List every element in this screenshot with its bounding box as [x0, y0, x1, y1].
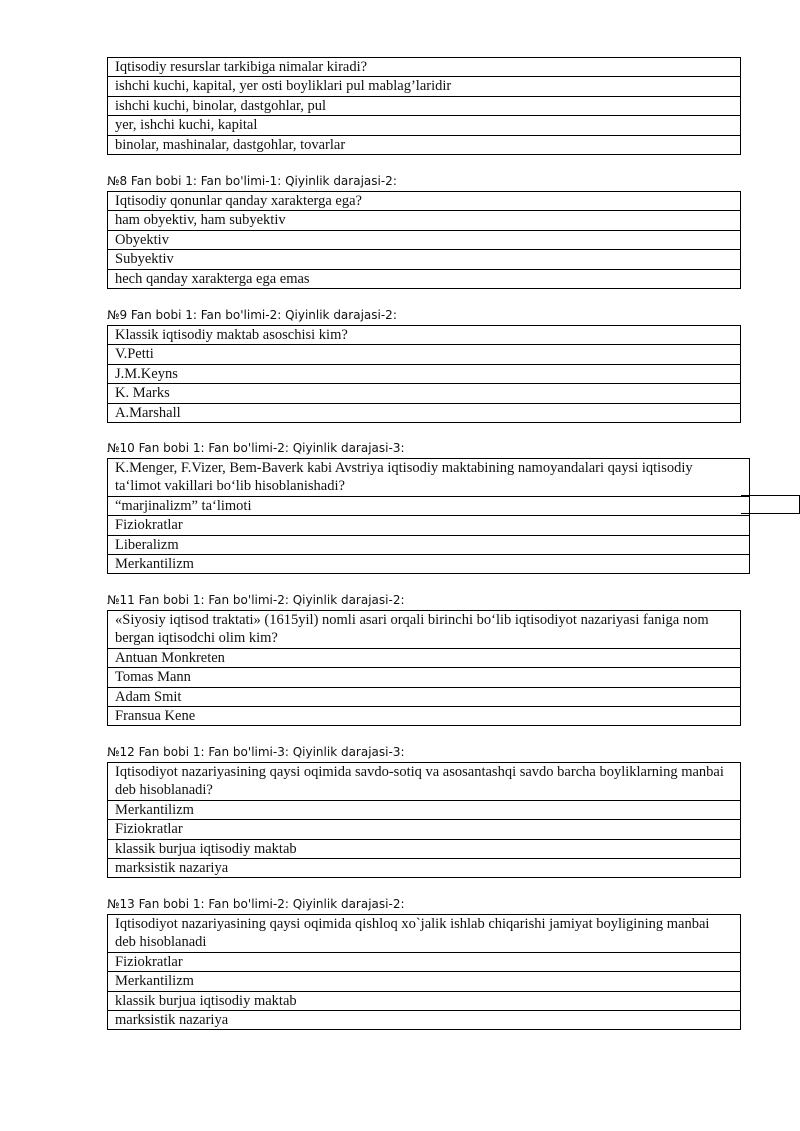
question-table: [107, 325, 741, 423]
question-cell: Iqtisodiyot nazariyasining qaysi oqimida qishloq xo`jalik ishlab chiqarishi jamiyat boyligining manbai deb hisoblanadi: [108, 915, 741, 953]
answer-cell: “marjinalizm” ta‘limoti: [108, 496, 750, 515]
question-heading: №12 Fan bobi 1: Fan bo'limi-3: Qiyinlik darajasi-3:: [107, 745, 405, 759]
answer-cell: Adam Smit: [108, 687, 741, 706]
table-overflow-border: [741, 495, 800, 514]
question-block-resources: [107, 57, 741, 155]
question-table: [107, 458, 750, 574]
answer-cell: J.M.Keyns: [108, 364, 741, 383]
answer-cell: Merkantilizm: [108, 972, 741, 991]
question-table: [107, 914, 741, 1030]
question-block-10: [107, 439, 741, 574]
question-heading: №10 Fan bobi 1: Fan bo'limi-2: Qiyinlik darajasi-3:: [107, 441, 405, 455]
question-cell: K.Menger, F.Vizer, Bem-Baverk kabi Avstriya iqtisodiy maktabining namoyandalari qaysi iqtisodiy ta‘limot vakillari bo‘lib hisoblanishadi?: [108, 459, 750, 497]
answer-cell: hech qanday xarakterga ega emas: [108, 269, 741, 288]
question-heading: №9 Fan bobi 1: Fan bo'limi-2: Qiyinlik darajasi-2:: [107, 308, 397, 322]
question-cell: Iqtisodiy resurslar tarkibiga nimalar kiradi?: [108, 58, 741, 77]
answer-cell: ishchi kuchi, binolar, dastgohlar, pul: [108, 96, 741, 115]
answer-cell: marksistik nazariya: [108, 1011, 741, 1030]
answer-cell: Antuan Monkreten: [108, 648, 741, 667]
question-table: [107, 610, 741, 726]
question-block-9: [107, 306, 741, 423]
answer-cell: A.Marshall: [108, 403, 741, 422]
answer-cell: yer, ishchi kuchi, kapital: [108, 116, 741, 135]
question-heading: №11 Fan bobi 1: Fan bo'limi-2: Qiyinlik darajasi-2:: [107, 593, 405, 607]
answer-cell: Merkantilizm: [108, 555, 750, 574]
question-cell: «Siyosiy iqtisod traktati» (1615yil) nomli asari orqali birinchi bo‘lib iqtisodiyot nazariyasi faniga nom bergan iqtisodchi olim kim?: [108, 611, 741, 649]
answer-cell: Obyektiv: [108, 230, 741, 249]
answer-cell: binolar, mashinalar, dastgohlar, tovarlar: [108, 135, 741, 154]
answer-cell: marksistik nazariya: [108, 859, 741, 878]
answer-cell: Merkantilizm: [108, 800, 741, 819]
answer-cell: ishchi kuchi, kapital, yer osti boyliklari pul mablag’laridir: [108, 77, 741, 96]
answer-cell: V.Petti: [108, 345, 741, 364]
question-block-8: [107, 172, 741, 289]
question-cell: Iqtisodiyot nazariyasining qaysi oqimida savdo-sotiq va asosantashqi savdo barcha boyliklarning manbai deb hisoblanadi?: [108, 763, 741, 801]
question-table: [107, 191, 741, 289]
question-block-12: [107, 743, 741, 878]
answer-cell: Fiziokratlar: [108, 820, 741, 839]
answer-cell: klassik burjua iqtisodiy maktab: [108, 991, 741, 1010]
question-block-13: [107, 895, 741, 1030]
answer-cell: Fransua Kene: [108, 707, 741, 726]
question-heading: №13 Fan bobi 1: Fan bo'limi-2: Qiyinlik darajasi-2:: [107, 897, 405, 911]
answer-cell: Fiziokratlar: [108, 516, 750, 535]
question-cell: Iqtisodiy qonunlar qanday xarakterga ega?: [108, 192, 741, 211]
question-table: [107, 57, 741, 155]
answer-cell: klassik burjua iqtisodiy maktab: [108, 839, 741, 858]
answer-cell: Subyektiv: [108, 250, 741, 269]
answer-cell: Fiziokratlar: [108, 952, 741, 971]
answer-cell: ham obyektiv, ham subyektiv: [108, 211, 741, 230]
question-heading: №8 Fan bobi 1: Fan bo'limi-1: Qiyinlik darajasi-2:: [107, 174, 397, 188]
question-block-11: [107, 591, 741, 726]
question-cell: Klassik iqtisodiy maktab asoschisi kim?: [108, 326, 741, 345]
answer-cell: Tomas Mann: [108, 668, 741, 687]
answer-cell: Liberalizm: [108, 535, 750, 554]
answer-cell: K. Marks: [108, 384, 741, 403]
question-table: [107, 762, 741, 878]
